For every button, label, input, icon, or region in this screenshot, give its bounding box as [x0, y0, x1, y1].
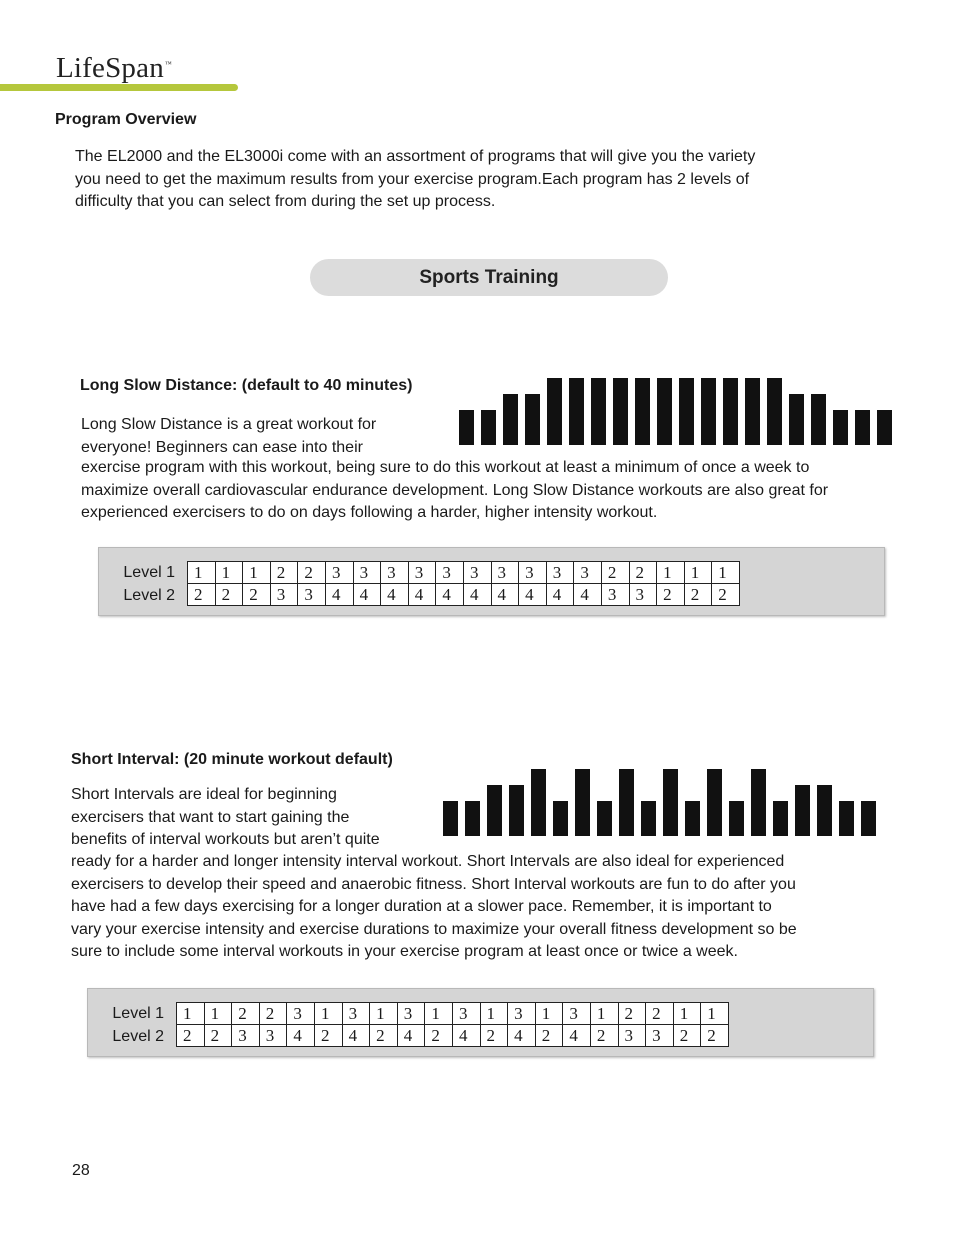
profile-bar [861, 801, 876, 836]
level-1-cell: 1 [243, 562, 271, 584]
profile-bar [613, 378, 628, 445]
profile-bar [575, 769, 590, 836]
intensity-profile-short-interval [443, 769, 876, 836]
profile-bar [597, 801, 612, 836]
level-1-cell: 3 [453, 1003, 481, 1025]
profile-bar [751, 769, 766, 836]
program-intro-short-interval [71, 784, 380, 852]
level-1-cell: 3 [287, 1003, 315, 1025]
header-accent-bar [0, 84, 238, 91]
profile-bar [525, 394, 540, 445]
level-2-cell: 4 [436, 584, 464, 606]
level-2-cell: 4 [547, 584, 575, 606]
profile-bar [723, 378, 738, 445]
level-grid [187, 561, 740, 606]
level-2-cell: 4 [326, 584, 354, 606]
level-1-cell: 3 [354, 562, 382, 584]
intro-line: Short Intervals are ideal for beginning [71, 786, 337, 803]
level-1-cell: 1 [370, 1003, 398, 1025]
level-2-cell: 4 [287, 1025, 315, 1047]
level-1-label: Level 1 [112, 1005, 164, 1022]
level-2-cell: 2 [370, 1025, 398, 1047]
profile-bar [745, 378, 760, 445]
level-1-cell: 1 [674, 1003, 702, 1025]
level-2-cell: 3 [602, 584, 630, 606]
level-1-cell: 3 [326, 562, 354, 584]
profile-bar [465, 801, 480, 836]
level-2-cell: 2 [425, 1025, 453, 1047]
level-1-cell: 2 [298, 562, 326, 584]
program-body-short-interval [71, 851, 901, 964]
level-2-cell: 4 [398, 1025, 426, 1047]
level-2-cell: 2 [536, 1025, 564, 1047]
body-line: exercise program with this workout, being sure to do this workout at least a minimum of once a week to [81, 459, 810, 476]
level-2-cell: 3 [298, 584, 326, 606]
profile-bar [811, 394, 826, 445]
level-2-label: Level 2 [112, 1028, 164, 1045]
level-2-cell: 4 [409, 584, 437, 606]
body-line: vary your exercise intensity and exercise durations to maximize your overall fitness development so be [71, 920, 797, 938]
level-1-cell: 2 [630, 562, 658, 584]
level-1-label: Level 1 [123, 564, 175, 581]
level-1-cell: 3 [381, 562, 409, 584]
profile-bar [685, 801, 700, 836]
program-body-long-slow-distance [81, 457, 901, 525]
body-line: exercisers to develop their speed and anaerobic fitness. Short Interval workouts are fun to do after you [71, 875, 796, 893]
level-2-cell: 3 [619, 1025, 647, 1047]
level-2-cell: 4 [519, 584, 547, 606]
profile-bar [487, 785, 502, 836]
level-2-cell: 2 [712, 584, 740, 606]
profile-bar [635, 378, 650, 445]
overview-heading: Program Overview [55, 111, 197, 128]
level-2-cell: 4 [563, 1025, 591, 1047]
level-2-cell: 2 [205, 1025, 233, 1047]
level-1-cell: 3 [343, 1003, 371, 1025]
overview-paragraph [75, 146, 835, 214]
level-2-cell: 4 [354, 584, 382, 606]
intro-line: Long Slow Distance is a great workout for [81, 416, 377, 433]
level-2-cell: 2 [674, 1025, 702, 1047]
profile-bar [531, 769, 546, 836]
profile-bar [773, 801, 788, 836]
level-1-cell: 1 [177, 1003, 205, 1025]
intensity-profile-long-slow-distance [459, 378, 892, 445]
program-title-short-interval: Short Interval: (20 minute workout default) [71, 751, 393, 768]
profile-bar [553, 801, 568, 836]
body-line: experienced exercisers to do on days following a harder, higher intensity workout. [81, 504, 658, 521]
level-2-cell: 3 [271, 584, 299, 606]
profile-bar [839, 801, 854, 836]
level-2-cell: 2 [315, 1025, 343, 1047]
profile-bar [707, 769, 722, 836]
profile-bar [679, 378, 694, 445]
level-1-cell: 3 [436, 562, 464, 584]
level-2-cell: 2 [657, 584, 685, 606]
overview-line: you need to get the maximum results from your exercise program.Each program has 2 levels of [75, 170, 750, 188]
level-1-cell: 1 [591, 1003, 619, 1025]
level-2-cell: 2 [243, 584, 271, 606]
level-1-cell: 3 [464, 562, 492, 584]
level-2-cell: 2 [216, 584, 244, 606]
level-2-cell: 4 [381, 584, 409, 606]
profile-bar [569, 378, 584, 445]
level-2-cell: 4 [508, 1025, 536, 1047]
level-table-long-slow-distance [98, 547, 885, 616]
profile-bar [663, 769, 678, 836]
section-banner-label: Sports Training [419, 266, 559, 288]
level-2-cell: 4 [492, 584, 520, 606]
level-1-cell: 3 [398, 1003, 426, 1025]
body-line: ready for a harder and longer intensity interval workout. Short Intervals are also ideal for experienced [71, 853, 785, 870]
level-2-cell: 3 [630, 584, 658, 606]
level-2-cell: 2 [685, 584, 713, 606]
level-1-cell: 1 [481, 1003, 509, 1025]
intro-line: exercisers that want to start gaining the [71, 808, 350, 826]
level-1-cell: 1 [425, 1003, 453, 1025]
body-line: have had a few days exercising for a longer duration at a slower pace. Remember, it is important to [71, 898, 772, 915]
level-2-label: Level 2 [123, 587, 175, 604]
level-labels [109, 561, 175, 607]
level-1-cell: 2 [271, 562, 299, 584]
profile-bar [817, 785, 832, 836]
level-grid [176, 1002, 729, 1047]
level-2-cell: 2 [188, 584, 216, 606]
profile-bar [833, 410, 848, 445]
level-1-cell: 3 [563, 1003, 591, 1025]
level-1-cell: 3 [547, 562, 575, 584]
overview-line: The EL2000 and the EL3000i come with an assortment of programs that will give you the variety [75, 148, 756, 165]
page-number: 28 [72, 1162, 90, 1179]
level-1-cell: 2 [646, 1003, 674, 1025]
level-labels [98, 1002, 164, 1048]
level-2-cell: 2 [591, 1025, 619, 1047]
level-2-cell: 2 [701, 1025, 729, 1047]
level-1-cell: 1 [536, 1003, 564, 1025]
level-2-cell: 2 [177, 1025, 205, 1047]
body-line: maximize overall cardiovascular endurance development. Long Slow Distance workouts are also great for [81, 481, 829, 499]
profile-bar [509, 785, 524, 836]
level-2-cell: 3 [646, 1025, 674, 1047]
brand-logo [56, 52, 172, 85]
level-2-cell: 3 [232, 1025, 260, 1047]
program-title-long-slow-distance: Long Slow Distance: (default to 40 minutes) [80, 377, 413, 394]
profile-bar [729, 801, 744, 836]
section-banner [310, 259, 668, 296]
level-2-cell: 4 [464, 584, 492, 606]
level-1-cell: 1 [657, 562, 685, 584]
profile-bar [641, 801, 656, 836]
level-1-cell: 2 [602, 562, 630, 584]
level-1-cell: 2 [260, 1003, 288, 1025]
intro-line: benefits of interval workouts but aren’t quite [71, 831, 380, 848]
level-1-cell: 3 [519, 562, 547, 584]
level-1-cell: 1 [216, 562, 244, 584]
body-line: sure to include some interval workouts in your exercise program at least once or twice a week. [71, 943, 738, 960]
level-1-cell: 1 [701, 1003, 729, 1025]
profile-bar [877, 410, 892, 445]
profile-bar [459, 410, 474, 445]
level-2-cell: 2 [481, 1025, 509, 1047]
level-2-cell: 4 [453, 1025, 481, 1047]
level-1-cell: 3 [574, 562, 602, 584]
brand-name: LifeSpan [56, 52, 164, 84]
level-1-cell: 2 [232, 1003, 260, 1025]
profile-bar [503, 394, 518, 445]
profile-bar [443, 801, 458, 836]
intro-line: everyone! Beginners can ease into their [81, 438, 363, 456]
overview-line: difficulty that you can select from during the set up process. [75, 193, 496, 210]
level-2-cell: 4 [343, 1025, 371, 1047]
level-1-cell: 1 [188, 562, 216, 584]
program-intro-long-slow-distance [81, 414, 376, 459]
profile-bar [591, 378, 606, 445]
level-2-cell: 4 [574, 584, 602, 606]
profile-bar [767, 378, 782, 445]
level-1-cell: 1 [712, 562, 740, 584]
profile-bar [855, 410, 870, 445]
level-1-cell: 3 [409, 562, 437, 584]
profile-bar [701, 378, 716, 445]
profile-bar [795, 785, 810, 836]
profile-bar [657, 378, 672, 445]
trademark-mark: ™ [164, 60, 172, 69]
profile-bar [547, 378, 562, 445]
level-1-cell: 2 [619, 1003, 647, 1025]
profile-bar [789, 394, 804, 445]
level-2-cell: 3 [260, 1025, 288, 1047]
level-1-cell: 3 [492, 562, 520, 584]
level-1-cell: 1 [205, 1003, 233, 1025]
level-table-short-interval [87, 988, 874, 1057]
profile-bar [619, 769, 634, 836]
level-1-cell: 1 [685, 562, 713, 584]
level-1-cell: 3 [508, 1003, 536, 1025]
profile-bar [481, 410, 496, 445]
level-1-cell: 1 [315, 1003, 343, 1025]
